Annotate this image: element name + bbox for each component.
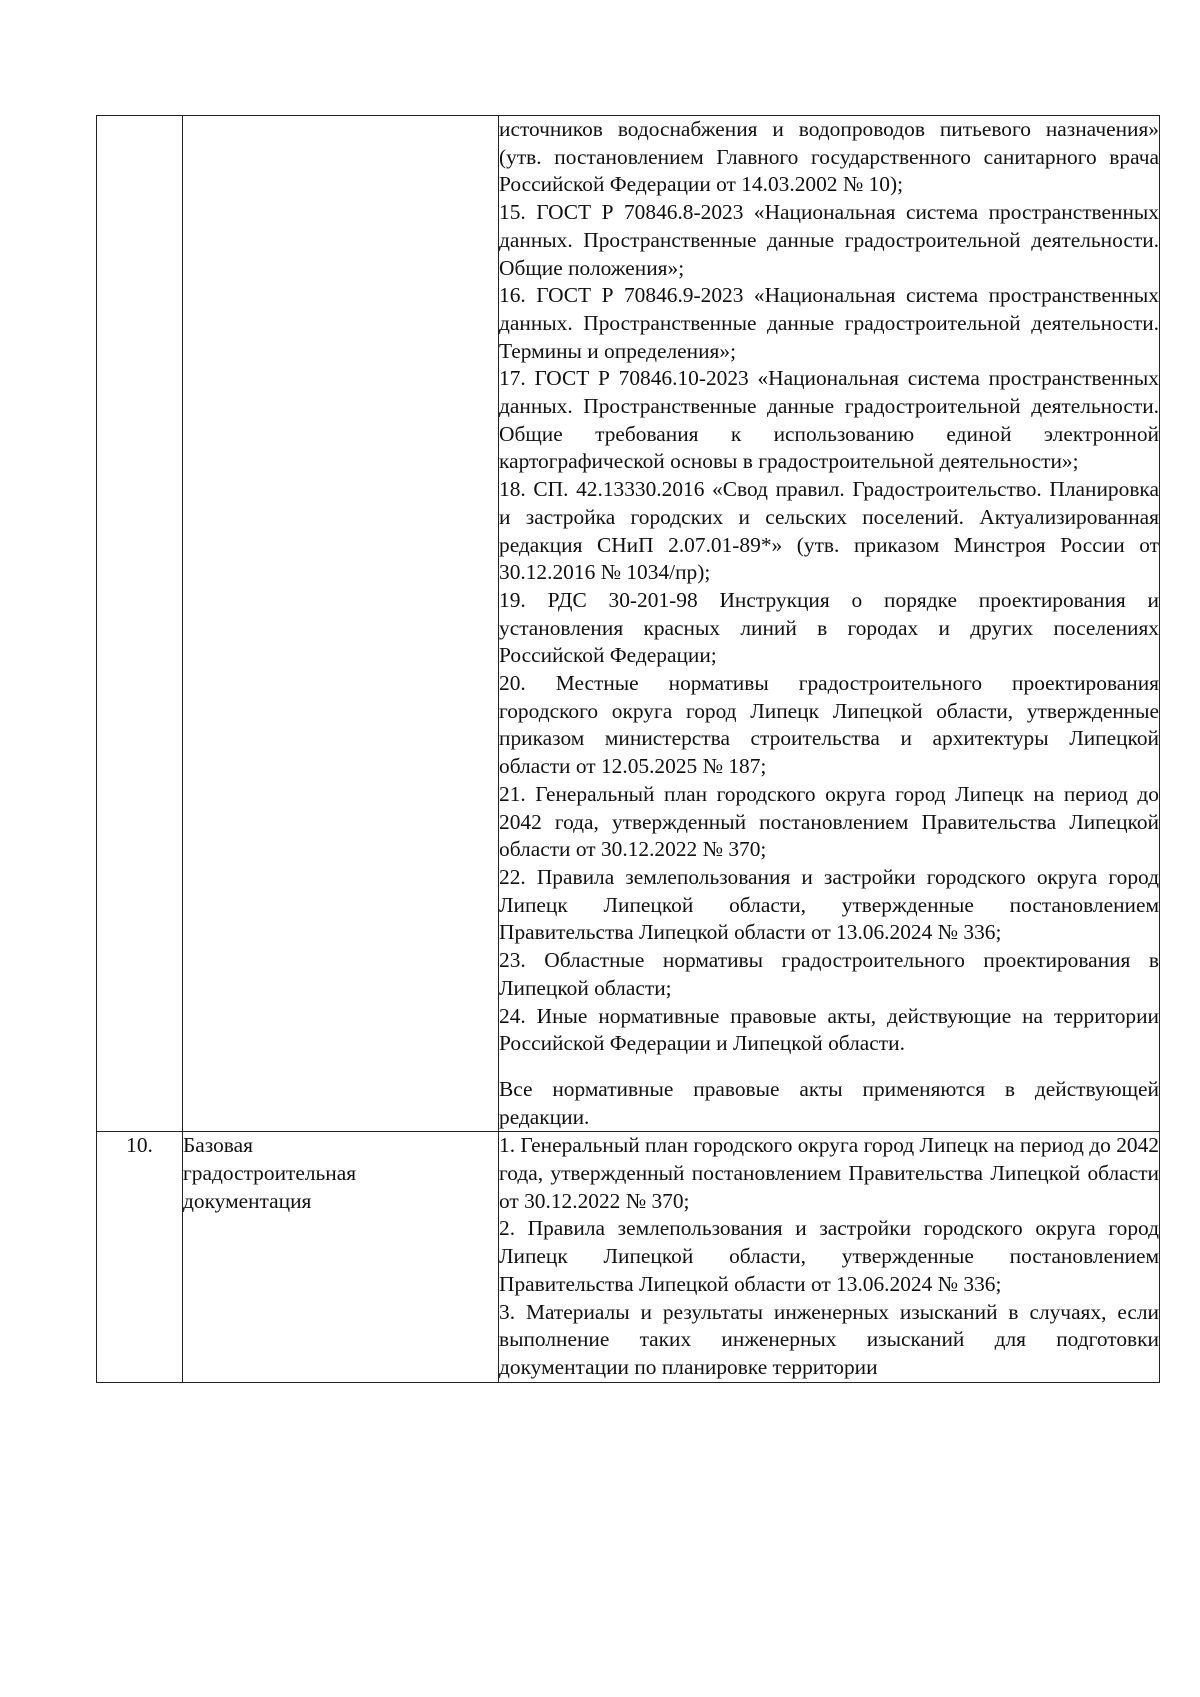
- paragraph-item-22: 22. Правила землепользования и застройки городского округа город Липецк Липецкой области, утвержденные постановлением Правительства Липецкой области от 13.06.2024 № 336;: [499, 864, 1159, 945]
- paragraph-item-17: 17. ГОСТ Р 70846.10-2023 «Национальная система пространственных данных. Пространственные данные градостроительной деятельности. Общие требования к использованию единой электронной картографической основы в градостроительной деятельности»;: [499, 366, 1159, 474]
- paragraph-item-15: 15. ГОСТ Р 70846.8-2023 «Национальная система пространственных данных. Пространственные данные градостроительной деятельности. Общие положения»;: [499, 200, 1159, 280]
- table-row-10: [97, 1132, 1160, 1382]
- paragraph-item-23: 23. Областные нормативы градостроительного проектирования в Липецкой области;: [499, 948, 1159, 1000]
- paragraph-item-18: 18. СП. 42.13330.2016 «Свод правил. Градостроительство. Планировка и застройка городских и сельских поселений. Актуализированная редакция СНиП 2.07.01-89*» (утв. приказом Минстроя России от 30.12.2016 № 1034/пр);: [499, 477, 1159, 585]
- table-row-continued: [97, 116, 1160, 1132]
- paragraph-item-20: 20. Местные нормативы градостроительного проектирования городского округа город Липецк Липецкой области, утвержденные приказом министерства строительства и архитектуры Липецкой области от 12.05.2025 № 187;: [499, 671, 1159, 779]
- paragraph-item-16: 16. ГОСТ Р 70846.9-2023 «Национальная система пространственных данных. Пространственные данные градостроительной деятельности. Термины и определения»;: [499, 283, 1159, 363]
- row-name-line: градостроительная: [183, 1161, 357, 1186]
- paragraph-item-21: 21. Генеральный план городского округа город Липецк на период до 2042 года, утвержденный постановлением Правительства Липецкой области от 30.12.2022 № 370;: [499, 781, 1159, 862]
- requirements-table: [96, 115, 1160, 1383]
- paragraph-note: Все нормативные правовые акты применяются в действующей редакции.: [499, 1076, 1159, 1129]
- row-number-cell: 10.: [97, 1132, 183, 1382]
- row-name-cell: [183, 1132, 499, 1382]
- paragraph-item-24: 24. Иные нормативные правовые акты, действующие на территории Российской Федерации и Липецкой области.: [499, 1003, 1159, 1056]
- row-name-line: Базовая: [183, 1133, 253, 1158]
- row-content-cell: [499, 116, 1160, 1132]
- row-content-cell: [499, 1132, 1160, 1382]
- paragraph-spacer: [499, 1058, 1159, 1076]
- paragraph-item-19: 19. РДС 30-201-98 Инструкция о порядке проектирования и установления красных линий в городах и других поселениях Российской Федерации;: [499, 587, 1159, 668]
- paragraph-item-2: 2. Правила землепользования и застройки городского округа город Липецк Липецкой области, утвержденные постановлением Правительства Липецкой области от 13.06.2024 № 336;: [499, 1216, 1159, 1296]
- row-number-cell: [97, 116, 183, 1132]
- paragraph-sanpin-continuation: источников водоснабжения и водопроводов питьевого назначения» (утв. постановлением Главного государственного санитарного врача Российской Федерации от 14.03.2002 № 10);: [499, 117, 1159, 197]
- paragraph-item-1: 1. Генеральный план городского округа город Липецк на период до 2042 года, утвержденный постановлением Правительства Липецкой области от 30.12.2022 № 370;: [499, 1133, 1159, 1213]
- row-name-cell: [183, 116, 499, 1132]
- row-name-line: документация: [183, 1188, 312, 1213]
- paragraph-item-3: 3. Материалы и результаты инженерных изысканий в случаях, если выполнение таких инженерных изысканий для подготовки документации по планировке территории: [499, 1299, 1159, 1379]
